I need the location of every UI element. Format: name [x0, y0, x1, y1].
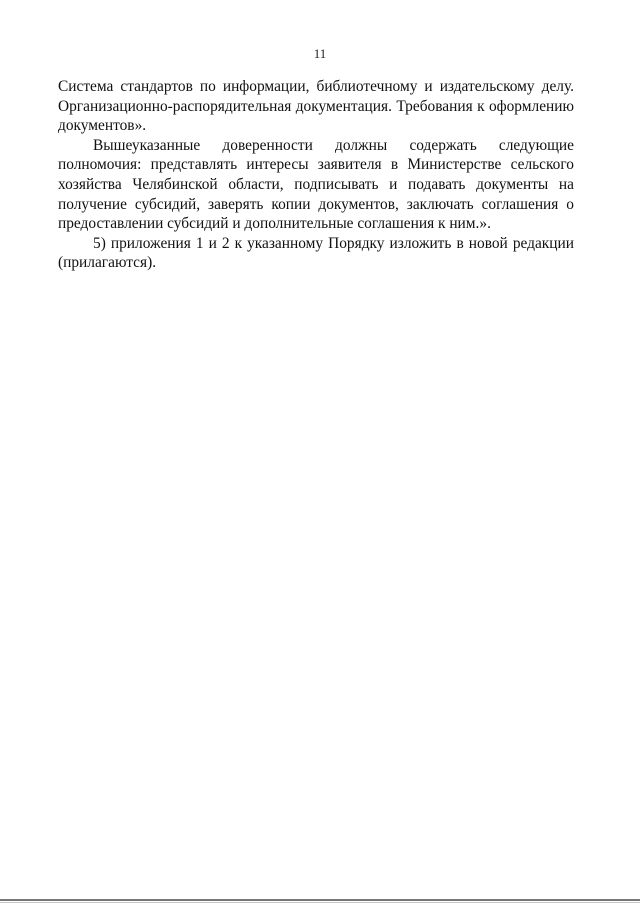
page-bottom-edge-shadow [0, 902, 640, 903]
page-number: 11 [313, 46, 327, 61]
paragraph-standards-continuation: Система стандартов по информации, библиотечному и издательскому делу. Организационно-распорядительная документация. Требования к оформлению документов». [58, 78, 574, 135]
page-bottom-edge [0, 899, 640, 901]
paragraph-power-of-attorney: Вышеуказанные доверенности должны содержать следующие полномочия: представлять интересы заявителя в Министерстве сельского хозяйства Челябинской области, подписывать и подавать документы на получение субсидий, заверять копии документов, заключать соглашения о предоставлении субсидий и дополнительные соглашения к ним.». [58, 136, 574, 233]
paragraph-appendices: 5) приложения 1 и 2 к указанному Порядку изложить в новой редакции (прилагаются). [58, 234, 574, 272]
document-body [58, 77, 574, 273]
